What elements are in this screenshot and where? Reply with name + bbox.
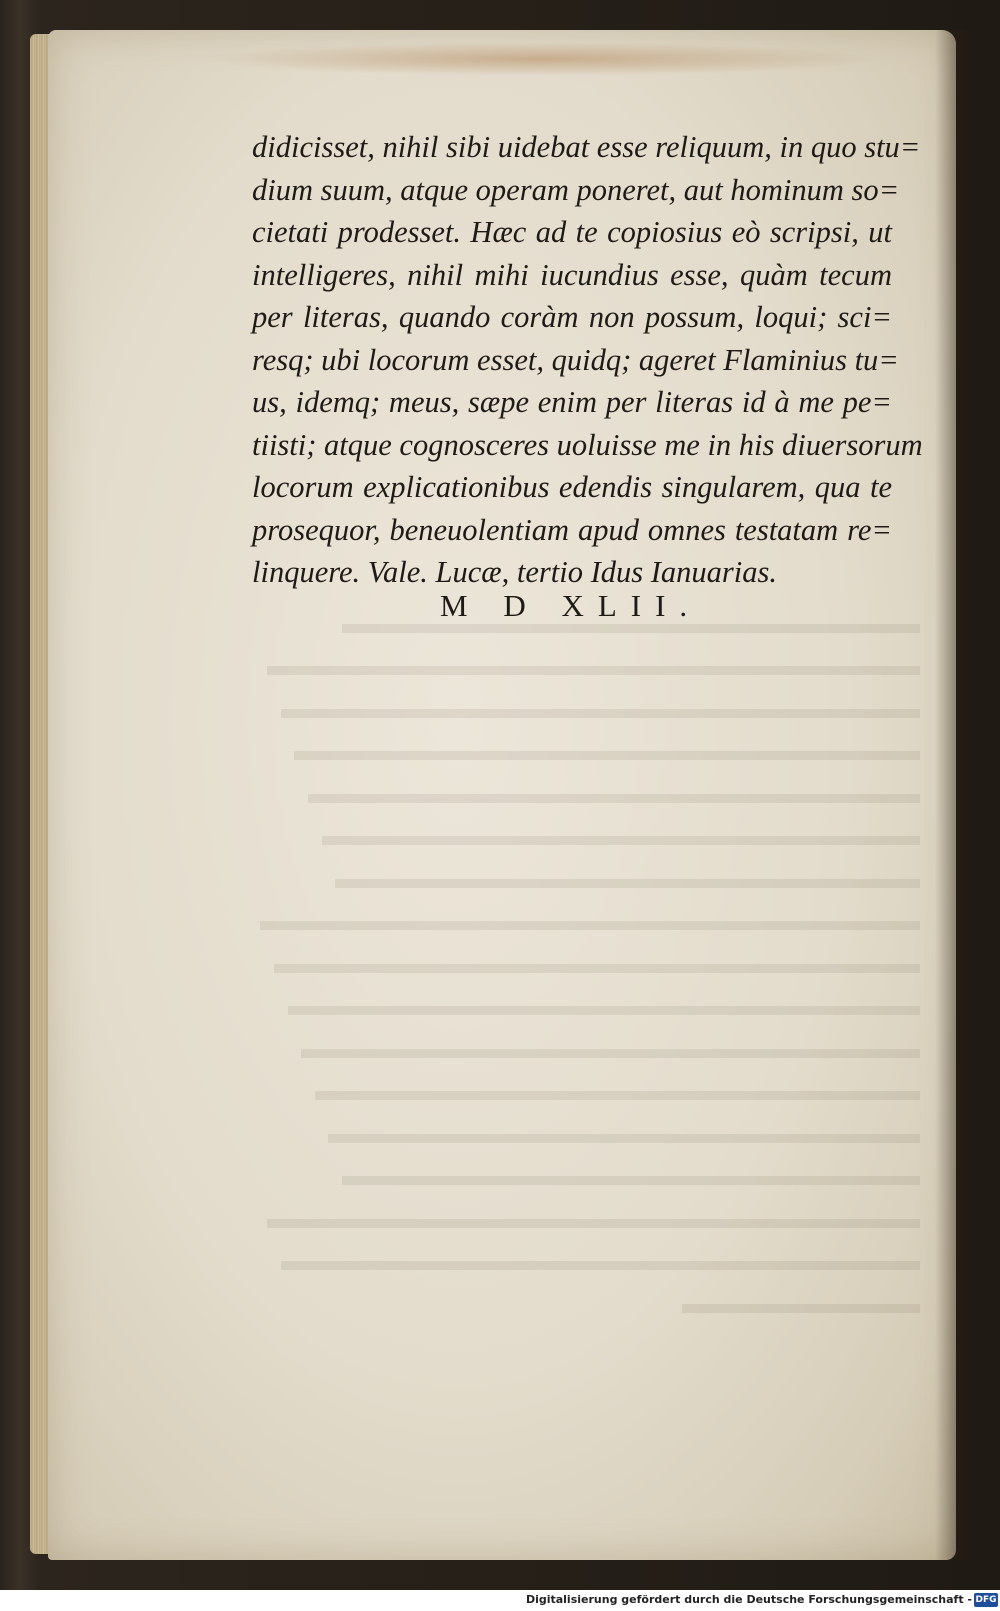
text-line: intelligeres, nihil mihi iucundius esse, quàm tecum [252, 257, 892, 292]
show-through-line [682, 1270, 920, 1313]
dfg-logo: DFG [975, 1595, 997, 1605]
show-through-line [281, 675, 920, 718]
text-line: prosequor, beneuolentiam apud omnes testatam re= [252, 512, 892, 547]
imprint-date: M D XLII. [440, 588, 702, 623]
spine-shadow [935, 30, 965, 1560]
text-line: dium suum, atque operam poneret, aut hominum so= [252, 172, 900, 207]
show-through-line [260, 888, 920, 931]
text-line: locorum explicationibus edendis singularem, qua te [252, 470, 892, 504]
show-through-line [342, 1143, 920, 1186]
show-through-line [335, 845, 920, 888]
show-through-line [274, 930, 920, 973]
show-through-line [281, 1228, 920, 1271]
text-line: tiisti; atque cognosceres uoluisse me in his diuersorum [252, 427, 923, 462]
show-through-reverse-text [240, 590, 920, 1313]
printed-text-block [252, 126, 923, 594]
text-line: per literas, quando coràm non possum, loqui; sci= [252, 300, 892, 334]
text-line: resq; ubi locorum esset, quidq; ageret Flaminius tu= [252, 342, 899, 377]
show-through-line [301, 1015, 920, 1058]
footer-bar [0, 1590, 1000, 1611]
digitization-credit: Digitalisierung gefördert durch die Deutsche Forschungsgemeinschaft - [525, 1593, 972, 1606]
show-through-line [267, 1185, 920, 1228]
show-through-line [315, 1058, 920, 1101]
show-through-line [294, 718, 920, 761]
show-through-line [288, 973, 920, 1016]
text-line-closing: linquere. Vale. Lucæ, tertio Idus Ianuarias. [252, 555, 777, 589]
text-line: cietati prodesset. Hæc ad te copiosius eò scripsi, ut [252, 215, 892, 249]
paper-stain [200, 42, 880, 76]
text-line: didicisset, nihil sibi uidebat esse reliquum, in quo stu= [252, 130, 921, 164]
show-through-line [267, 633, 920, 676]
show-through-line [328, 1100, 920, 1143]
show-through-line [308, 760, 920, 803]
show-through-line [322, 803, 920, 846]
text-line: us, idemq; meus, sæpe enim per literas id à me pe= [252, 385, 892, 419]
